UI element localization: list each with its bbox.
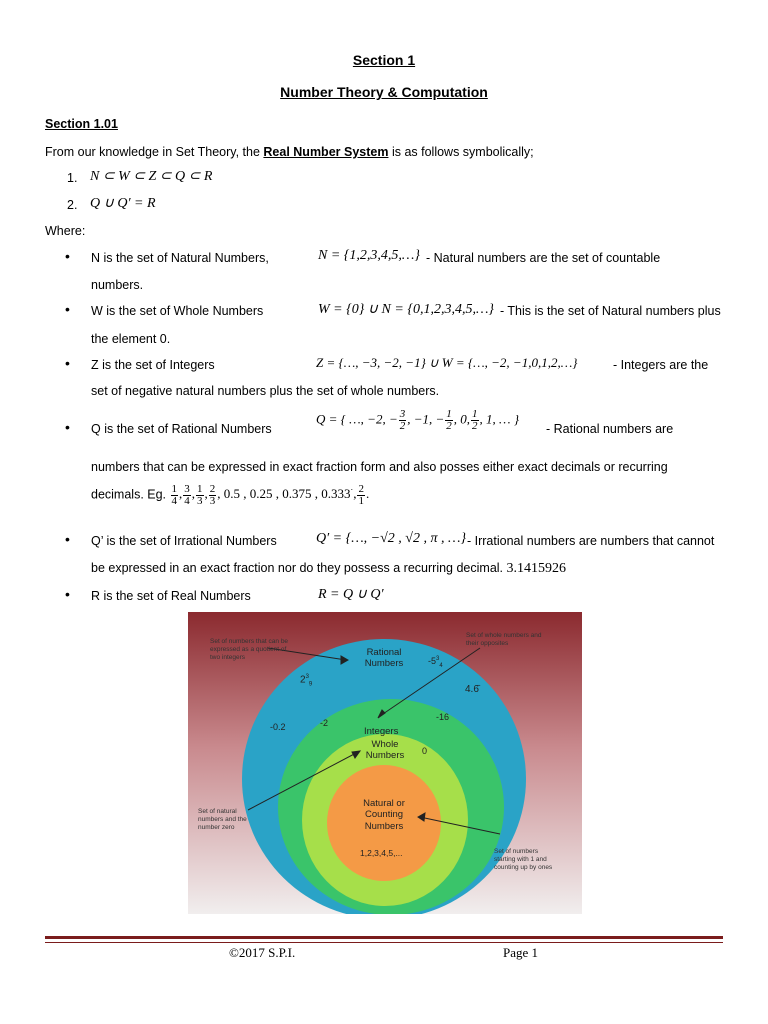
rational-expression (316, 409, 519, 432)
rational-description: - Rational numbers are (546, 422, 674, 436)
fraction-denominator: 1 (358, 495, 364, 507)
footer-rule-thin (45, 942, 723, 943)
irrational-expression: Q′ = {…, −√2 , √2 , π , …} (316, 531, 467, 546)
fraction-denominator: 3 (197, 495, 203, 507)
bullet-icon: • (65, 301, 70, 317)
bullet-icon: • (65, 355, 70, 371)
rational-label: Q is the set of Rational Numbers (91, 422, 272, 436)
fraction (357, 484, 365, 507)
real-label: R is the set of Real Numbers (91, 589, 251, 603)
natural-description-cont: numbers. (91, 278, 144, 292)
rational-expr-part: Q = { …, −2, − (316, 411, 398, 427)
subsection-heading: Section 1.01 (45, 117, 118, 131)
irrational-label: Q’ is the set of Irrational Numbers (91, 534, 277, 548)
integers-label: Z is the set of Integers (91, 358, 215, 372)
list-item-1-number: 1. (67, 171, 78, 185)
callout-starting-one: Set of numbers starting with 1 and counting up by ones (494, 848, 553, 871)
real-number-diagram (188, 612, 582, 914)
rational-expr-part: , −1, − (407, 411, 445, 427)
intro-post: is as follows symbolically; (388, 145, 534, 159)
callout-natural-zero: Set of natural numbers and the number zero (198, 808, 247, 831)
irrational-description: - Irrational numbers are numbers that cannot (467, 534, 715, 548)
irrational-cont-text: be expressed in an exact fraction nor do they possess a recurring decimal. (91, 561, 504, 575)
natural-expression: N = {1,2,3,4,5,…} (318, 248, 420, 263)
fraction-numerator: 1 (472, 408, 478, 420)
union-expression: Q ∪ Q′ = R (90, 196, 156, 211)
integers-ring-label: Integers (364, 726, 399, 737)
fraction-denominator: 3 (209, 495, 216, 507)
rational-ring-label: Rational Numbers (364, 647, 404, 669)
section-heading: Section 1 (352, 52, 416, 68)
rational-expr-part: , 0, (453, 411, 471, 427)
rational-examples (91, 484, 369, 507)
rational-expr-part: , 1, … } (479, 411, 520, 427)
pi-example: 3.1415926 (506, 561, 567, 576)
whole-description: - This is the set of Natural numbers plus (500, 304, 721, 318)
integers-expression: Z = {…, −3, −2, −1} ∪ W = {…, −2, −1,0,1,2,…} (316, 355, 578, 370)
examples-label: decimals. Eg. (91, 487, 167, 502)
fraction (445, 409, 453, 432)
page-number: Page 1 (503, 945, 539, 960)
negative-integer-example: -2 (320, 718, 329, 728)
callout-opposites: Set of whole numbers and their opposites (466, 632, 542, 647)
list-item-2-number: 2. (67, 198, 78, 212)
fraction (471, 409, 479, 432)
intro-paragraph (45, 145, 534, 159)
natural-description: - Natural numbers are the set of countable (426, 251, 661, 265)
integers-description: - Integers are the (613, 358, 709, 372)
integers-description-cont: set of negative natural numbers plus the set of whole numbers. (91, 384, 440, 398)
whole-ring-label: Whole Numbers (365, 739, 405, 761)
whole-label: W is the set of Whole Numbers (91, 304, 264, 318)
fraction-numerator: 1 (446, 408, 452, 420)
whole-description-cont: the element 0. (91, 332, 171, 346)
page-title: Number Theory & Computation (280, 84, 488, 100)
natural-ring-label: Natural or Counting Numbers (363, 798, 405, 832)
copyright: ©2017 S.P.I. (229, 945, 296, 960)
zero-example: 0 (422, 746, 428, 756)
rational-description-cont: numbers that can be expressed in exact fraction form and also posses either exact decimals or recurring (91, 460, 668, 474)
whole-expression: W = {0} ∪ N = {0,1,2,3,4,5,…} (318, 302, 494, 317)
real-number-system-link: Real Number System (263, 145, 389, 159)
fraction-denominator: 2 (399, 420, 406, 432)
fraction (196, 484, 204, 507)
fraction-numerator: 2 (209, 483, 216, 495)
negative-mixed-example: $-5^3_4$ (428, 656, 443, 669)
fraction-numerator: 1 (171, 483, 178, 495)
callout-quotient: Set of numbers that can be expressed as a quotient of two integers (210, 638, 289, 661)
fraction-denominator: 4 (171, 495, 178, 507)
fraction-denominator: 2 (472, 420, 478, 432)
fraction-numerator: 3 (399, 408, 406, 420)
bullet-icon: • (65, 248, 70, 264)
fraction-numerator: 2 (358, 483, 364, 495)
examples-math: $\frac{1}{4}$ , $\frac{3}{4}$ , $\frac{1}{3}$ , $\frac{2}{3}$ , 0.5 , 0.25 , 0.375 , 0.333·, $\frac{2}{1}$ . (171, 483, 370, 507)
where-label: Where: (45, 224, 86, 238)
subset-chain-expression: N ⊂ W ⊂ Z ⊂ Q ⊂ R (90, 169, 213, 184)
fraction (399, 409, 407, 432)
intro-pre: From our knowledge in Set Theory, the (45, 145, 264, 159)
natural-label: N is the set of Natural Numbers, (91, 251, 269, 265)
fraction-denominator: 4 (184, 495, 190, 507)
fraction (209, 484, 217, 507)
real-expression: R = Q ∪ Q′ (318, 587, 384, 602)
fraction-numerator: 1 (197, 483, 203, 495)
footer-rule-thick (45, 936, 723, 939)
negative-sixteen-example: -16 (436, 712, 450, 722)
bullet-icon: • (65, 419, 70, 435)
counting-example: 1,2,3,4,5,... (360, 848, 403, 858)
decimal-examples: , 0.5 , 0.25 , 0.375 , 0.333 (217, 486, 351, 502)
fraction (171, 484, 179, 507)
recurring-example: 4.6̄ (465, 684, 479, 695)
fraction-numerator: 3 (184, 483, 190, 495)
fraction-denominator: 2 (446, 420, 452, 432)
mixed-number-example: $2^3_9$ (300, 674, 313, 688)
irrational-description-cont (91, 561, 566, 577)
fraction (183, 484, 191, 507)
bullet-icon: • (65, 586, 70, 602)
bullet-icon: • (65, 531, 70, 547)
negative-decimal-example: -0.2 (270, 722, 286, 732)
